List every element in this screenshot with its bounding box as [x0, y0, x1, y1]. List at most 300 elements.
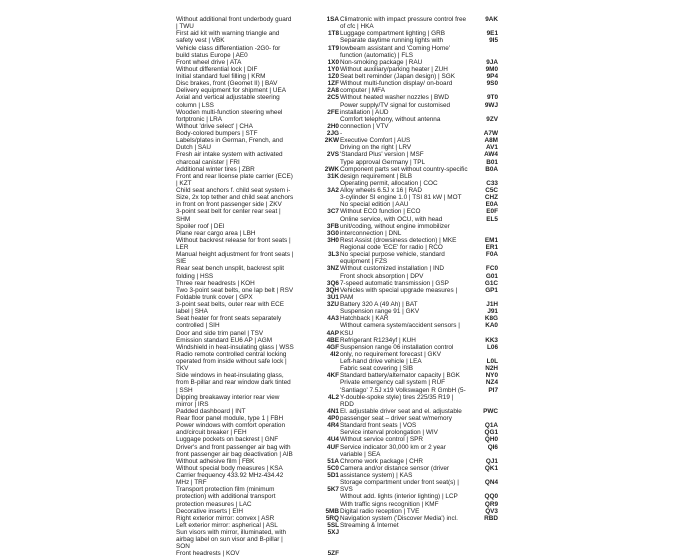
equipment-entry — [176, 66, 339, 73]
left-code-column — [176, 16, 339, 558]
equipment-entry — [176, 315, 339, 329]
equipment-description: Climatronic with impact pressure control free of cfc | HKA — [340, 16, 467, 31]
equipment-code: 3ZU — [326, 301, 339, 308]
equipment-code: C5C — [485, 187, 498, 194]
equipment-description: Luggage pockets on backrest | GNF — [176, 436, 279, 444]
equipment-entry — [340, 315, 498, 322]
equipment-entry — [176, 30, 339, 44]
equipment-code: 9AK — [485, 16, 498, 23]
equipment-description: Vehicle class differentiation -2G0- for build status Europe | AE0 — [176, 44, 281, 59]
equipment-entry — [340, 358, 498, 365]
equipment-code: GP1 — [485, 286, 498, 294]
equipment-code: NZ4 — [485, 379, 498, 387]
equipment-description: Without 'drive select' | CHA — [176, 122, 253, 130]
equipment-code: 4BE — [326, 336, 339, 344]
equipment-description: Front wheel drive | ATA — [176, 58, 242, 66]
equipment-entry — [340, 144, 498, 151]
equipment-description: 7-speed automatic transmission | GSP — [340, 279, 449, 287]
equipment-description: Manual height adjustment for front seats | SIE — [176, 251, 294, 266]
equipment-description: Online service, with OCU, with head unit/coding, without engine immobilizer interconnection | DNL — [340, 215, 450, 237]
equipment-code: QH0 — [484, 436, 498, 444]
equipment-code: ER1 — [485, 244, 498, 251]
equipment-entry — [340, 458, 498, 465]
equipment-entry — [176, 465, 339, 472]
equipment-code: 4I2 — [330, 350, 339, 358]
equipment-description: 3-point seat belt for center rear seat | SHM — [176, 208, 281, 223]
equipment-entry — [176, 422, 339, 436]
equipment-code: NY0 — [485, 372, 498, 380]
equipment-entry — [176, 137, 339, 151]
equipment-entry — [176, 486, 339, 507]
equipment-description: Transport protection film (minimum protection) with additional transport protection measures | LAC — [176, 486, 276, 508]
equipment-description: Sun visors with mirror, illuminated, with airbag label on sun visor and B-pillar | SON — [176, 529, 287, 551]
equipment-description: Power supply/TV signal for customised installation | AUD — [340, 101, 451, 116]
equipment-entry — [340, 408, 498, 422]
equipment-code: QQ0 — [484, 493, 498, 501]
equipment-code: 2JG — [326, 130, 339, 137]
equipment-entry — [340, 16, 498, 30]
equipment-description: Disc brakes, front (Geomet II) | BAV — [176, 80, 278, 88]
equipment-code: 3C7 — [327, 208, 339, 216]
equipment-description: Initial standard fuel filling | KRM — [176, 73, 266, 80]
equipment-code: QR9 — [484, 500, 498, 508]
equipment-description: Labels/plates in German, French, and Dutch | SAU — [176, 137, 283, 152]
equipment-entry — [340, 66, 498, 73]
equipment-entry — [340, 308, 498, 315]
equipment-description: Front headrests | KOV — [176, 550, 240, 558]
equipment-entry — [176, 472, 339, 486]
equipment-code: N2H — [485, 365, 498, 373]
equipment-code: 9JA — [486, 58, 498, 66]
equipment-description: Additional winter tires | ZBR — [176, 165, 255, 173]
equipment-code: KA0 — [485, 322, 498, 330]
equipment-code: F0A — [485, 251, 498, 259]
equipment-description: Storage compartment under front seat(s) | SVS — [340, 479, 459, 494]
equipment-entry — [340, 251, 498, 265]
equipment-code: 3NZ — [326, 265, 339, 273]
equipment-description: 'Santiago' 7.5J x19 Volkswagen R GmbH (5-Y-double-spoke style) tires 225/35 R19 | RDD — [340, 386, 466, 408]
equipment-code: 2KW — [324, 137, 339, 145]
equipment-entry — [340, 436, 498, 443]
equipment-description: Service interval prolongation | WIV — [340, 429, 438, 437]
equipment-entry — [176, 408, 339, 415]
equipment-code: CHZ — [484, 194, 498, 202]
equipment-code: 5XJ — [327, 529, 339, 536]
equipment-description: Rear floor panel module, type 1 | FBH — [176, 415, 284, 422]
equipment-code: 4P0 — [327, 415, 339, 422]
equipment-code: Q1A — [484, 422, 498, 430]
equipment-code: 4UF — [326, 443, 339, 451]
equipment-entry — [176, 109, 339, 123]
equipment-description: Without camera system/accident sensors | KSU — [340, 322, 460, 337]
equipment-description: Refrigerant R1234yf | KUH — [340, 336, 416, 344]
equipment-entry — [340, 30, 498, 37]
equipment-description: No special purpose vehicle, standard equipment | FZS — [340, 251, 445, 266]
equipment-description: Navigation system ('Discover Media') incl. Streaming & Internet — [340, 514, 458, 529]
equipment-entry — [176, 123, 339, 130]
equipment-entry — [340, 130, 498, 137]
equipment-code: QG1 — [484, 429, 498, 437]
equipment-description: Wooden multi-function steering wheel fortptronic | LRA — [176, 108, 283, 123]
equipment-description: Without heated washer nozzles | BWD — [340, 94, 449, 102]
equipment-description: Separate daytime running lights with lowbeam assistant and 'Coming Home' function (automatic) | FLS — [340, 37, 451, 59]
equipment-description: Digital radio reception | TVE — [340, 507, 420, 515]
equipment-code: 2WK — [324, 165, 339, 173]
equipment-entry — [340, 501, 498, 508]
equipment-entry — [340, 444, 498, 458]
equipment-entry — [176, 130, 339, 137]
equipment-entry — [176, 550, 339, 557]
equipment-description: Foldable trunk cover | GPX — [176, 293, 253, 301]
equipment-description: Camera and/or distance sensor (driver assistance system) | KAS — [340, 464, 450, 479]
equipment-code: 4KF — [326, 372, 339, 380]
equipment-entry — [340, 493, 498, 500]
equipment-description: Without auxiliary/parking heater | ZUH — [340, 65, 448, 73]
equipment-description: Plane rear cargo area | LBH — [176, 229, 256, 237]
equipment-code: J91 — [487, 308, 498, 316]
equipment-code: 3G0 — [326, 229, 339, 237]
equipment-entry — [340, 479, 498, 493]
equipment-entry — [340, 180, 498, 187]
equipment-code: 4U4 — [327, 436, 339, 444]
equipment-description: Front and rear license plate carrier (ECE) | KZT — [176, 172, 293, 187]
equipment-code: A8M — [484, 137, 498, 145]
equipment-entry — [340, 287, 498, 301]
equipment-description: Service indicator 30,000 km or 2 year variable | SEA — [340, 443, 446, 458]
equipment-description: Left exterior mirror: aspherical | ASL — [176, 521, 278, 529]
equipment-description: Standard front seats | VOS — [340, 422, 417, 430]
equipment-description: Without service control | SPR — [340, 436, 423, 444]
equipment-description: Suspension range 06 installation control only, no requirement forecast | GKV — [340, 343, 454, 358]
equipment-entry — [176, 265, 339, 279]
equipment-entry — [176, 301, 339, 315]
equipment-code: 3QH — [325, 286, 339, 294]
equipment-description: Radio remote controlled central locking operated from inside without safe lock | TKV — [176, 350, 287, 373]
equipment-entry — [340, 116, 498, 130]
equipment-code: 4GF — [326, 343, 339, 351]
equipment-code: RBD — [484, 514, 498, 522]
equipment-description: Vehicles with special upgrade measures | PAM — [340, 286, 458, 301]
equipment-description: Operating permit, allocation | COC — [340, 179, 438, 187]
equipment-entry — [340, 166, 498, 180]
equipment-entry — [340, 515, 498, 529]
equipment-description: Seat heater for front seats separately controlled | SIH — [176, 315, 282, 330]
equipment-entry — [340, 372, 498, 379]
equipment-description: 'Standard Plus' version | MSF — [340, 151, 424, 159]
equipment-code: QV3 — [485, 507, 498, 515]
equipment-entry — [340, 422, 498, 429]
equipment-description: Regional code 'ECE' for radio | RCO — [340, 244, 443, 251]
equipment-entry — [340, 322, 498, 336]
equipment-entry — [176, 230, 339, 237]
equipment-entry — [340, 208, 498, 215]
equipment-entry — [340, 465, 498, 479]
equipment-code: 5MB — [325, 507, 339, 515]
equipment-code: 5RQ — [325, 514, 339, 522]
equipment-description: Battery 320 A (49 Ah) | BAT — [340, 301, 418, 308]
equipment-entry — [176, 351, 339, 372]
equipment-code: AV1 — [486, 144, 498, 152]
equipment-code: E0A — [485, 201, 498, 209]
equipment-code: 9ZV — [486, 115, 498, 123]
equipment-entry — [340, 301, 498, 308]
right-code-column — [340, 16, 498, 529]
equipment-code: QK1 — [484, 464, 498, 472]
equipment-code: 9T0 — [486, 94, 498, 102]
equipment-description: Carrier frequency 433.92 MHz-434.42 MHz | TRF — [176, 472, 284, 487]
equipment-description: Luggage compartment lighting | GRB — [340, 30, 446, 38]
equipment-code: PWC — [483, 407, 498, 415]
equipment-description: Chrome work package | CHR — [340, 457, 423, 465]
equipment-code: G01 — [485, 272, 498, 280]
equipment-code: 5K7 — [327, 486, 339, 494]
equipment-code: 4A3 — [327, 315, 339, 323]
equipment-description: With traffic signs recognition | KMF — [340, 500, 439, 508]
equipment-description: 3-point seat belts, outer rear with ECE label | SHA — [176, 301, 284, 316]
equipment-code: K8G — [484, 315, 498, 323]
equipment-entry — [340, 216, 498, 237]
equipment-code: 1Z0 — [327, 73, 339, 80]
equipment-entry — [340, 344, 498, 358]
equipment-code: 2A8 — [327, 87, 339, 95]
equipment-description: Without add. lights (interior lighting) | LCP — [340, 493, 458, 501]
equipment-code: 1T9 — [327, 44, 339, 52]
equipment-entry — [176, 166, 339, 173]
equipment-code: A7W — [483, 130, 498, 137]
equipment-code: 51A — [327, 457, 339, 465]
equipment-entry — [340, 244, 498, 251]
equipment-description: Padded dashboard | INT — [176, 407, 246, 415]
equipment-code: 5ZF — [327, 550, 339, 558]
equipment-entry — [176, 415, 339, 422]
equipment-entry — [340, 73, 498, 80]
equipment-description: Private emergency call system | RUF — [340, 379, 446, 387]
equipment-entry — [340, 337, 498, 344]
equipment-entry — [176, 208, 339, 222]
equipment-description: Power windows with comfort operation and/circuit breaker | FEH — [176, 422, 286, 437]
equipment-code: L06 — [486, 343, 498, 351]
equipment-entry — [340, 187, 498, 194]
equipment-code: B01 — [486, 158, 498, 166]
equipment-code: EM1 — [484, 236, 498, 244]
equipment-description: Without differential lock | DIF — [176, 65, 258, 73]
equipment-code: 3FB — [326, 222, 339, 230]
equipment-entry — [340, 80, 498, 94]
equipment-entry — [340, 102, 498, 116]
equipment-code: 5C0 — [327, 464, 339, 472]
equipment-code: 3A2 — [327, 187, 339, 194]
equipment-description: Alloy wheels 6.5J x 16 | RAD — [340, 187, 422, 194]
equipment-code: 1Y0 — [327, 65, 339, 73]
equipment-entry — [340, 201, 498, 208]
equipment-code: C33 — [486, 179, 498, 187]
equipment-entry — [340, 387, 498, 408]
equipment-code: 3H0 — [327, 236, 339, 244]
equipment-entry — [176, 444, 339, 458]
equipment-description: Windshield in heat-insulating glass | WSS — [176, 343, 294, 351]
equipment-description: Two 3-point seat belts, one lap belt | RSV — [176, 286, 294, 294]
equipment-code: 2C5 — [327, 94, 339, 102]
equipment-description: Without ECO function | ECO — [340, 208, 421, 216]
equipment-description: Axial and vertical adjustable steering column | LSS — [176, 94, 280, 109]
equipment-code: 3L3 — [327, 251, 339, 259]
equipment-entry — [340, 237, 498, 244]
equipment-code: L0L — [486, 358, 498, 365]
equipment-code: KK3 — [485, 336, 498, 344]
equipment-entry — [340, 429, 498, 436]
equipment-entry — [176, 59, 339, 66]
equipment-code: 1SA — [326, 16, 339, 23]
equipment-code: PI7 — [488, 386, 498, 394]
equipment-code: AW4 — [484, 151, 498, 159]
equipment-description: Decorative inserts | EIH — [176, 507, 244, 515]
equipment-description: Right exterior mirror: convex | ASR — [176, 514, 275, 522]
equipment-entry — [176, 151, 339, 165]
equipment-code: 2VS — [326, 151, 339, 159]
equipment-code: 5SL — [327, 521, 339, 529]
equipment-entry — [176, 294, 339, 301]
equipment-code: 4L2 — [327, 393, 339, 401]
equipment-description: Rear seat bench unsplit, backrest split folding | HSS — [176, 265, 284, 280]
equipment-code: 4R4 — [327, 422, 339, 430]
equipment-entry — [340, 94, 498, 101]
equipment-description: Driver's and front passenger air bag with front passenger air bag deactivation | AIB — [176, 443, 293, 458]
equipment-code: QN4 — [484, 479, 498, 487]
equipment-description: Fabric seat covering | SIB — [340, 365, 414, 373]
equipment-description: Standard battery/alternator capacity | BGK — [340, 372, 460, 380]
equipment-entry — [176, 173, 339, 187]
equipment-code: FC0 — [485, 265, 498, 273]
equipment-description: Without customized installation | IND — [340, 265, 444, 273]
equipment-entry — [176, 280, 339, 287]
equipment-entry — [176, 436, 339, 443]
equipment-entry — [176, 16, 339, 30]
equipment-description: Component parts set without country-specific design requirement | BLB — [340, 165, 468, 180]
equipment-description: Emission standard EU6 AP | AGM — [176, 336, 273, 344]
equipment-code: E0F — [486, 208, 498, 216]
equipment-description: Door and side trim panel | TSV — [176, 329, 264, 337]
equipment-entry — [176, 251, 339, 265]
equipment-entry — [340, 379, 498, 386]
equipment-description: First aid kit with warning triangle and safety vest | VBK — [176, 30, 280, 45]
equipment-entry — [340, 194, 498, 201]
equipment-code: J1H — [486, 301, 498, 308]
equipment-code: 1T8 — [327, 30, 339, 38]
equipment-entry — [176, 372, 339, 393]
equipment-entry — [340, 37, 498, 58]
equipment-entry — [340, 365, 498, 372]
equipment-entry — [176, 87, 339, 94]
equipment-code: B0A — [485, 165, 498, 173]
equipment-code: 1ZF — [327, 80, 339, 88]
equipment-description: Without multi-function display/ on-board computer | MFA — [340, 80, 453, 95]
equipment-code: 3U1 — [327, 293, 339, 301]
equipment-code: 4N1 — [327, 407, 339, 415]
equipment-code: 5D1 — [327, 472, 339, 479]
equipment-code: 9I5 — [489, 37, 498, 45]
equipment-code: 3Q6 — [326, 279, 339, 287]
equipment-description: Comfort telephony, without antenna connection | VTV — [340, 115, 441, 130]
equipment-description: Executive Comfort | AUS — [340, 137, 411, 145]
equipment-entry — [340, 59, 498, 66]
equipment-description: Dipping breakaway interior rear view mirror | IRS — [176, 393, 280, 408]
equipment-description: Without backrest release for front seats | LER — [176, 236, 291, 251]
equipment-entry — [340, 159, 498, 166]
equipment-code: 2FE — [327, 108, 339, 116]
equipment-description: No special edition | AAU — [340, 201, 409, 209]
equipment-description: Three rear headrests | KOH — [176, 279, 255, 287]
equipment-entry — [176, 94, 339, 108]
equipment-description: Type approval Germany | TPL — [340, 158, 426, 166]
equipment-entry — [176, 394, 339, 408]
equipment-entry — [176, 287, 339, 294]
equipment-entry — [340, 151, 498, 158]
equipment-description: Side windows in heat-insulating glass, from B-pillar and rear window dark tinted | SSH — [176, 372, 291, 394]
equipment-code: 9WJ — [484, 101, 498, 109]
equipment-code: G1C — [484, 279, 498, 287]
equipment-description: Suspension range 91 | GKV — [340, 308, 420, 316]
equipment-description: Rest Assist (drowsiness detection) | MKE — [340, 236, 457, 244]
equipment-description: Without special body measures | KSA — [176, 464, 283, 472]
equipment-entry — [176, 45, 339, 59]
equipment-code: QJ1 — [485, 457, 498, 465]
equipment-code: 9P4 — [486, 73, 498, 80]
equipment-description: Driving on the right | LRV — [340, 144, 412, 152]
equipment-description: Spoiler roof | DEI — [176, 222, 225, 230]
equipment-code: 4AP — [326, 329, 339, 337]
equipment-entry — [176, 515, 339, 522]
equipment-entry — [176, 237, 339, 251]
equipment-entry — [176, 73, 339, 80]
equipment-code: QI6 — [487, 443, 498, 451]
equipment-description: Hatchback | KAR — [340, 315, 389, 323]
equipment-description: El. adjustable driver seat and el. adjustable passenger seat – driver seat w/memory — [340, 407, 462, 422]
equipment-entry — [176, 344, 339, 351]
equipment-entry — [340, 137, 498, 144]
equipment-description: 3-cylinder SI engine 1.0 | TSI 81 kW | MOT — [340, 194, 462, 202]
equipment-description: Without additional front underbody guard | TWU — [176, 16, 292, 31]
equipment-description: - — [340, 130, 343, 137]
equipment-description: Fresh air intake system with activated charcoal canister | FRI — [176, 151, 283, 166]
equipment-description: Non-smoking package | RAU — [340, 58, 423, 66]
equipment-description: Front shock absorption | DPV — [340, 272, 424, 280]
equipment-code: 2H0 — [327, 122, 339, 130]
equipment-code: 31K — [327, 172, 339, 180]
equipment-description: Left-hand drive vehicle | LEA — [340, 358, 422, 365]
equipment-code: EL5 — [486, 215, 498, 223]
equipment-description: Without adhesive film | FBK — [176, 457, 255, 465]
equipment-code: 1X0 — [327, 58, 339, 66]
equipment-entry — [176, 458, 339, 465]
equipment-entry — [176, 337, 339, 344]
equipment-entry — [176, 522, 339, 529]
equipment-description: Body-colored bumpers | STF — [176, 130, 258, 137]
equipment-description: Seat belt reminder (Japan design) | SGK — [340, 73, 455, 80]
equipment-entry — [176, 330, 339, 337]
equipment-code: 9M0 — [485, 65, 498, 73]
equipment-entry — [176, 187, 339, 208]
equipment-entry — [176, 80, 339, 87]
equipment-description: Child seat anchors f. child seat system i-Size, 2x top tether and child seat anchors in front on front passenger side | ZKV — [176, 187, 294, 209]
equipment-code: 9E1 — [486, 30, 498, 38]
equipment-code: 9S0 — [486, 80, 498, 88]
equipment-entry — [340, 273, 498, 280]
equipment-entry — [340, 280, 498, 287]
equipment-entry — [340, 265, 498, 272]
equipment-entry — [176, 529, 339, 550]
equipment-entry — [176, 223, 339, 230]
equipment-description: Delivery equipment for shipment | UEA — [176, 87, 286, 95]
